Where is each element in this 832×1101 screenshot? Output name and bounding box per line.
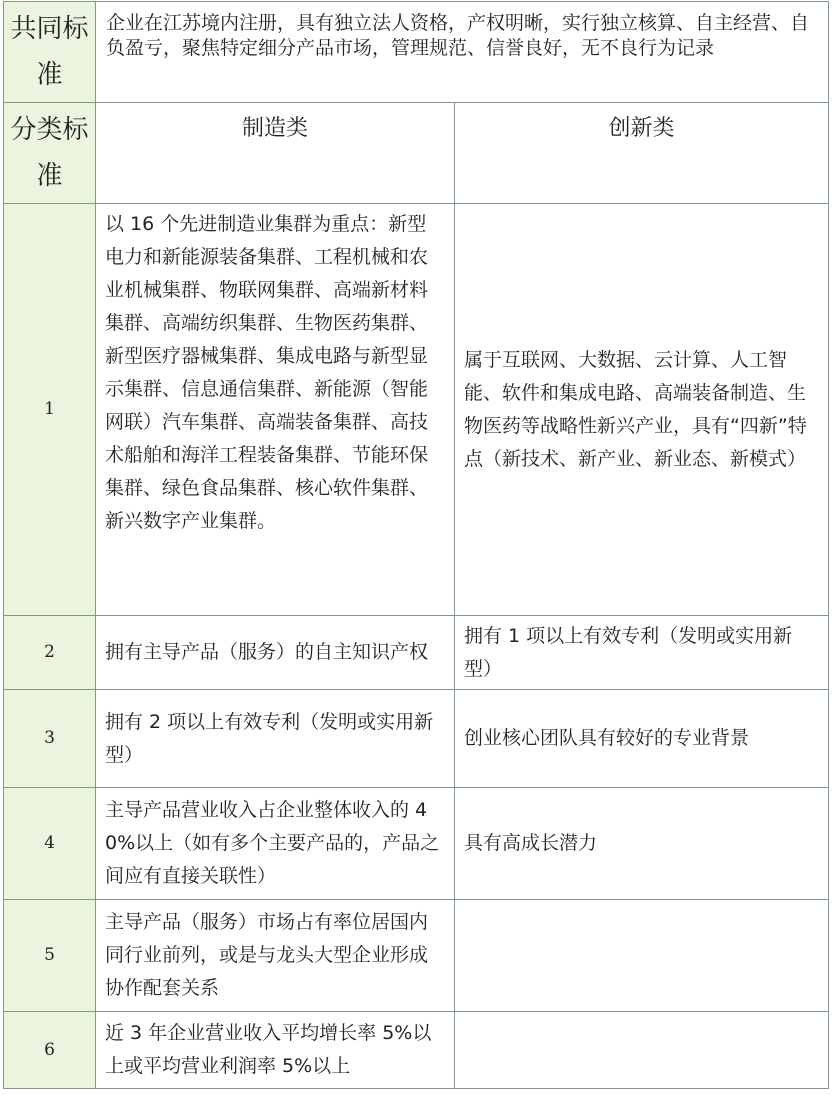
innovation-cell: 属于互联网、大数据、云计算、人工智能、软件和集成电路、高端装备制造、生物医药等战略性新兴产业，具有“四新”特点（新技术、新产业、新业态、新模式） xyxy=(455,204,829,616)
manufacturing-cell: 拥有主导产品（服务）的自主知识产权 xyxy=(96,616,455,690)
common-standard-label: 共同标准 xyxy=(4,2,96,103)
table-row xyxy=(4,690,829,788)
column-header-innovation: 创新类 xyxy=(455,103,829,204)
row-number: 4 xyxy=(4,788,96,900)
row-number: 1 xyxy=(4,204,96,616)
column-header-manufacturing: 制造类 xyxy=(96,103,455,204)
manufacturing-cell: 主导产品营业收入占企业整体收入的 40%以上（如有多个主要产品的，产品之间应有直接关联性） xyxy=(96,788,455,900)
innovation-cell: 创业核心团队具有较好的专业背景 xyxy=(455,690,829,788)
manufacturing-cell: 主导产品（服务）市场占有率位居国内同行业前列，或是与龙头大型企业形成协作配套关系 xyxy=(96,900,455,1012)
table-row xyxy=(4,616,829,690)
row-number: 3 xyxy=(4,690,96,788)
manufacturing-cell: 近 3 年企业营业收入平均增长率 5%以上或平均营业利润率 5%以上 xyxy=(96,1012,455,1089)
innovation-cell xyxy=(455,1012,829,1089)
manufacturing-cell: 拥有 2 项以上有效专利（发明或实用新型） xyxy=(96,690,455,788)
standards-table xyxy=(3,1,829,1089)
row-number: 5 xyxy=(4,900,96,1012)
common-standard-row xyxy=(4,2,829,103)
table-row xyxy=(4,900,829,1012)
row-number: 6 xyxy=(4,1012,96,1089)
innovation-cell: 具有高成长潜力 xyxy=(455,788,829,900)
innovation-cell xyxy=(455,900,829,1012)
common-standard-text: 企业在江苏境内注册，具有独立法人资格，产权明晰，实行独立核算、自主经营、自负盈亏，聚焦特定细分产品市场，管理规范、信誉良好，无不良行为记录 xyxy=(96,2,829,103)
innovation-cell: 拥有 1 项以上有效专利（发明或实用新型） xyxy=(455,616,829,690)
manufacturing-cell: 以 16 个先进制造业集群为重点：新型电力和新能源装备集群、工程机械和农业机械集群、物联网集群、高端新材料集群、高端纺织集群、生物医药集群、新型医疗器械集群、集成电路与新型显示集群、信息通信集群、新能源（智能网联）汽车集群、高端装备集群、高技术船舶和海洋工程装备集群、节能环保集群、绿色食品集群、核心软件集群、新兴数字产业集群。 xyxy=(96,204,455,616)
table-row xyxy=(4,788,829,900)
category-standard-label: 分类标准 xyxy=(4,103,96,204)
table-row xyxy=(4,204,829,616)
row-number: 2 xyxy=(4,616,96,690)
category-header-row xyxy=(4,103,829,204)
table-row xyxy=(4,1012,829,1089)
standards-table-container xyxy=(3,1,828,1089)
